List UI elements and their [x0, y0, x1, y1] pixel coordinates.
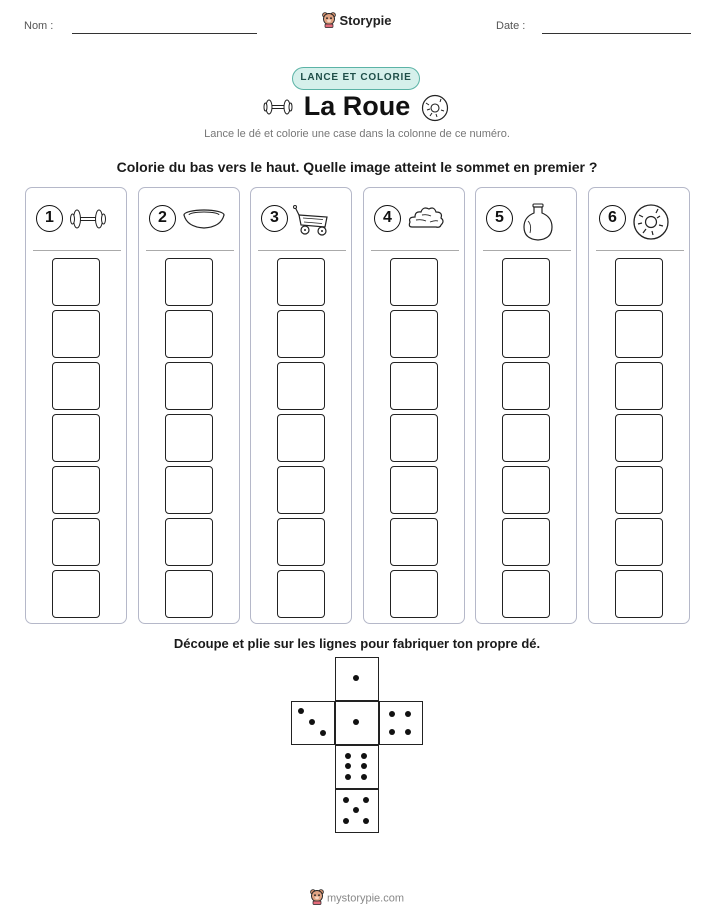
page-title: La Roue — [303, 91, 411, 121]
pip — [389, 711, 395, 717]
die-face-bottom[interactable] — [335, 745, 379, 789]
pip — [361, 753, 367, 759]
wagon-icon — [293, 203, 335, 242]
pip — [343, 797, 349, 803]
die-face-top[interactable] — [335, 657, 379, 701]
color-cell[interactable] — [390, 466, 438, 514]
pip — [345, 763, 351, 769]
color-cell[interactable] — [390, 258, 438, 306]
pip — [361, 774, 367, 780]
pip — [353, 719, 359, 725]
die-face-center[interactable] — [335, 701, 379, 745]
color-cell[interactable] — [165, 310, 213, 358]
color-cell[interactable] — [615, 362, 663, 410]
subtitle: Lance le dé et colorie une case dans la colonne de ce numéro. — [204, 128, 510, 140]
die-face-left[interactable] — [291, 701, 335, 745]
vase-icon — [518, 203, 558, 248]
name-label: Nom : — [24, 20, 54, 32]
color-cell[interactable] — [502, 414, 550, 462]
color-cell[interactable] — [615, 414, 663, 462]
footer — [0, 889, 714, 908]
color-cell[interactable] — [165, 258, 213, 306]
die-instruction: Découpe et plie sur les lignes pour fabriquer ton propre dé. — [173, 636, 541, 651]
color-cell[interactable] — [165, 414, 213, 462]
pip — [405, 729, 411, 735]
die-face-right[interactable] — [379, 701, 423, 745]
color-cell[interactable] — [502, 570, 550, 618]
color-cell[interactable] — [502, 310, 550, 358]
column-number: 2 — [149, 205, 176, 232]
color-cell[interactable] — [502, 518, 550, 566]
instruction-text: Colorie du bas vers le haut. Quelle image atteint le sommet en premier ? — [116, 159, 598, 175]
color-cell[interactable] — [615, 518, 663, 566]
bear-logo-icon — [322, 12, 336, 31]
color-cell[interactable] — [52, 310, 100, 358]
column-number: 1 — [36, 205, 63, 232]
color-cell[interactable] — [390, 310, 438, 358]
name-line[interactable] — [72, 33, 257, 34]
brand-name: Storypie — [339, 12, 392, 28]
pip — [320, 730, 326, 736]
column-header — [374, 203, 454, 239]
column-divider — [371, 250, 459, 251]
color-cell[interactable] — [52, 466, 100, 514]
column-header — [36, 203, 116, 239]
column-3 — [250, 187, 352, 624]
color-cell[interactable] — [165, 518, 213, 566]
bear-logo-icon — [310, 889, 324, 908]
color-cell[interactable] — [277, 570, 325, 618]
activity-badge: LANCE ET COLORIE — [292, 67, 420, 90]
column-divider — [146, 250, 234, 251]
color-cell[interactable] — [277, 258, 325, 306]
color-cell[interactable] — [277, 310, 325, 358]
column-5 — [475, 187, 577, 624]
column-header — [599, 203, 679, 239]
column-divider — [33, 250, 121, 251]
pip — [345, 753, 351, 759]
pip — [361, 763, 367, 769]
pip — [309, 719, 315, 725]
column-6 — [588, 187, 690, 624]
color-cell[interactable] — [502, 258, 550, 306]
pip — [298, 708, 304, 714]
column-number: 6 — [599, 205, 626, 232]
column-header — [261, 203, 341, 239]
color-cell[interactable] — [277, 518, 325, 566]
pip — [363, 797, 369, 803]
whipped-cream-icon — [406, 203, 446, 240]
color-cell[interactable] — [390, 518, 438, 566]
color-cell[interactable] — [390, 362, 438, 410]
column-divider — [483, 250, 571, 251]
pip — [389, 729, 395, 735]
color-cell[interactable] — [52, 258, 100, 306]
color-cell[interactable] — [52, 518, 100, 566]
color-cell[interactable] — [615, 466, 663, 514]
bowl-icon — [181, 203, 227, 240]
color-cell[interactable] — [52, 362, 100, 410]
color-cell[interactable] — [390, 570, 438, 618]
color-cell[interactable] — [502, 362, 550, 410]
pip — [343, 818, 349, 824]
color-cell[interactable] — [165, 570, 213, 618]
column-header — [486, 203, 566, 239]
color-cell[interactable] — [165, 466, 213, 514]
donut-icon — [421, 94, 449, 127]
dumbbell-icon — [68, 203, 108, 240]
column-number: 5 — [486, 205, 513, 232]
color-cell[interactable] — [615, 310, 663, 358]
column-number: 4 — [374, 205, 401, 232]
column-number: 3 — [261, 205, 288, 232]
color-cell[interactable] — [165, 362, 213, 410]
column-4 — [363, 187, 465, 624]
column-divider — [596, 250, 684, 251]
brand-logo — [0, 12, 714, 31]
column-2 — [138, 187, 240, 624]
color-cell[interactable] — [277, 414, 325, 462]
color-cell[interactable] — [615, 258, 663, 306]
column-1 — [25, 187, 127, 624]
pip — [353, 807, 359, 813]
color-cell[interactable] — [277, 362, 325, 410]
donut-icon — [631, 203, 671, 246]
date-label: Date : — [496, 20, 526, 32]
color-cell[interactable] — [277, 466, 325, 514]
pip — [345, 774, 351, 780]
pip — [405, 711, 411, 717]
footer-url[interactable]: mystorypie.com — [326, 892, 405, 905]
pip — [363, 818, 369, 824]
color-cell[interactable] — [615, 570, 663, 618]
die-face-back[interactable] — [335, 789, 379, 833]
color-cell[interactable] — [502, 466, 550, 514]
color-cell[interactable] — [52, 414, 100, 462]
date-line[interactable] — [542, 33, 691, 34]
pip — [353, 675, 359, 681]
color-cell[interactable] — [390, 414, 438, 462]
column-header — [149, 203, 229, 239]
color-cell[interactable] — [52, 570, 100, 618]
column-divider — [258, 250, 346, 251]
